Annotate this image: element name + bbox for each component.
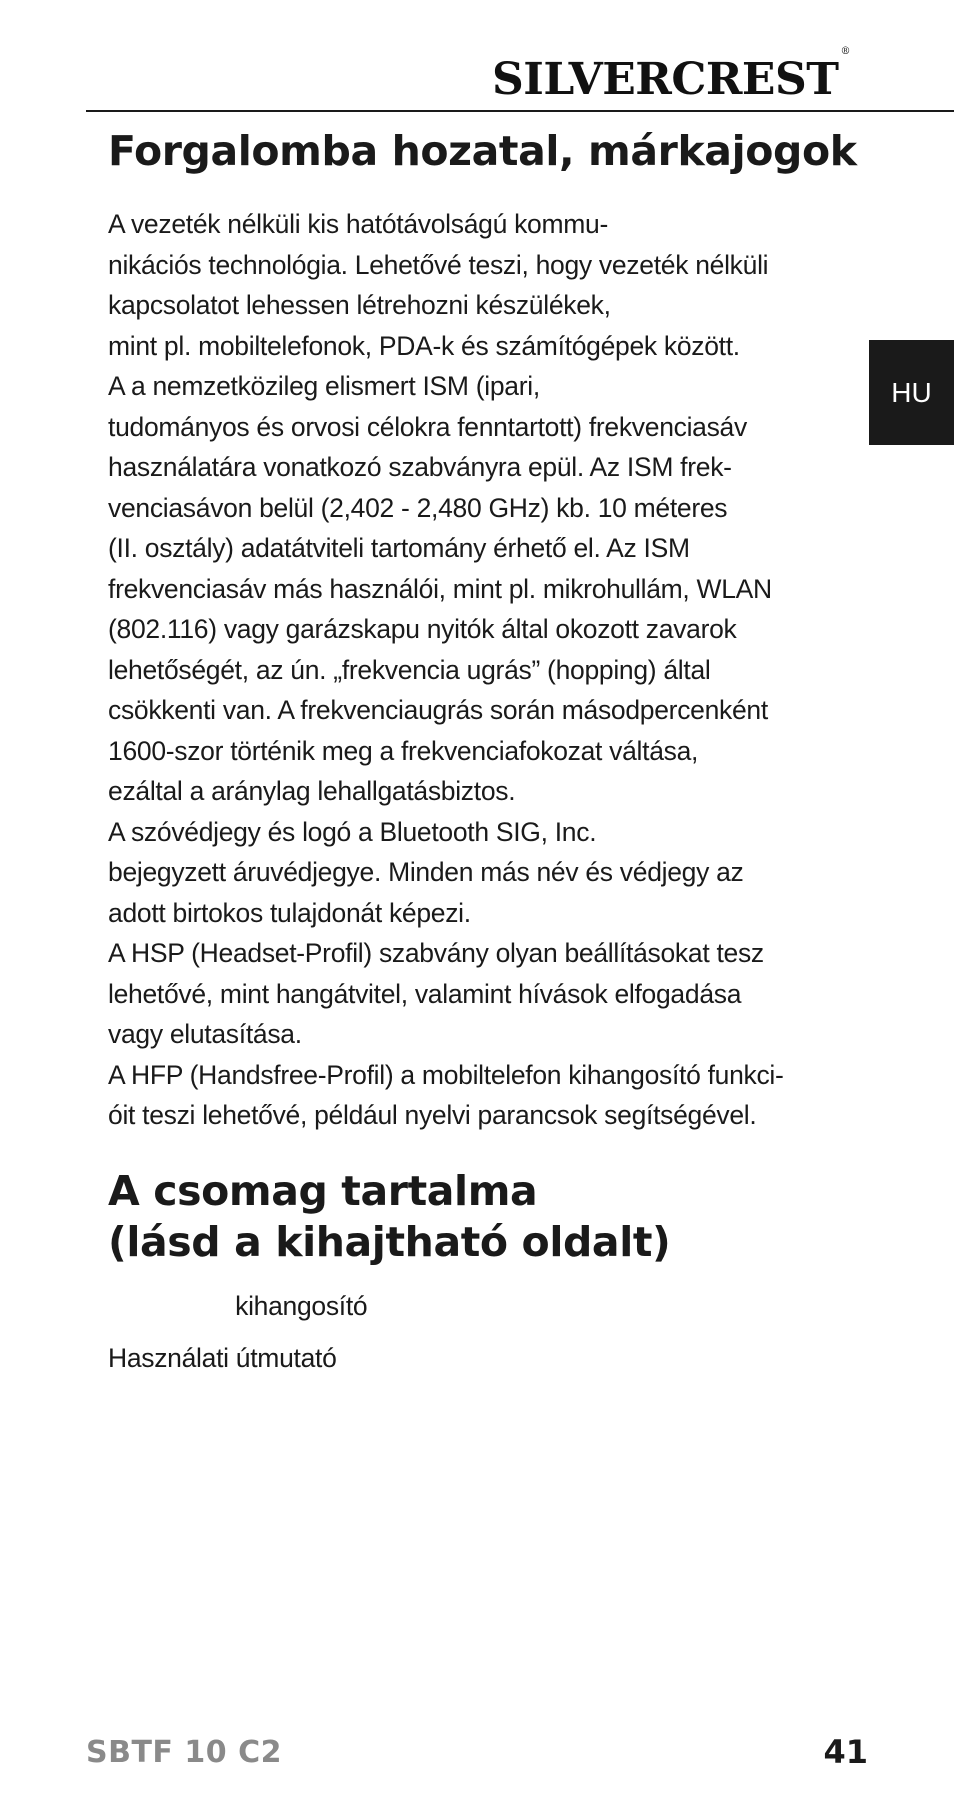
package-contents-list (108, 1286, 852, 1378)
section-title-package-contents: A csomag tartalma (lásd a kihajtható oldalt) (108, 1166, 671, 1266)
package-item-speakerphone: kihangosító (108, 1290, 368, 1321)
section-title-trademarks: Forgalomba hozatal, márkajogok (108, 127, 857, 175)
page-content (108, 118, 857, 1390)
brand-name: SILVERCREST (492, 54, 839, 105)
language-tab: HU (869, 340, 954, 445)
registered-mark: ® (840, 46, 850, 58)
header-divider (86, 110, 954, 112)
brand-logo (492, 46, 850, 105)
package-item-manual: Használati útmutató (108, 1342, 337, 1373)
footer-page-number: 41 (823, 1733, 868, 1771)
trademarks-body-text: A vezeték nélküli kis hatótávolságú kommu- nikációs technológia. Lehetővé teszi, hogy vezeték nélküli kapcsolatot lehessen létrehozni készülékek, mint pl. mobiltelefonok, PDA-k és számítógépek között. A a nemzetközileg elismert ISM (ipari, tudományos és orvosi célokra fenntartott) frekvenciasáv használatára vonatkozó szabványra epül. Az ISM frek- venciasávon belül (2,402 - 2,480 GHz) kb. 10 méteres (II. osztály) adatátviteli tartomány érhető el. Az ISM frekvenciasáv más használói, mint pl. mikrohullám, WLAN (802.116) vagy garázskapu nyitók által okozott zavarok lehetőségét, az ún. „frekvencia ugrás” (hopping) által csökkenti van. A frekvenciaugrás során másodpercenként 1600-szor történik meg a frekvenciafokozat váltása, ezáltal a aránylag lehallgatásbiztos. A szóvédjegy és logó a Bluetooth SIG, Inc. bejegyzett áruvédjegye. Minden más név és védjegy az adott birtokos tulajdonát képezi. A HSP (Headset-Profil) szabvány olyan beállításokat tesz lehetővé, mint hangátvitel, valamint hívások elfogadása vagy elutasítása. A HFP (Handsfree-Profil) a mobiltelefon kihangosító funkci- óit teszi lehetővé, például nyelvi parancsok segítségével. (108, 209, 784, 1130)
footer-model-number: SBTF 10 C2 (86, 1735, 282, 1770)
